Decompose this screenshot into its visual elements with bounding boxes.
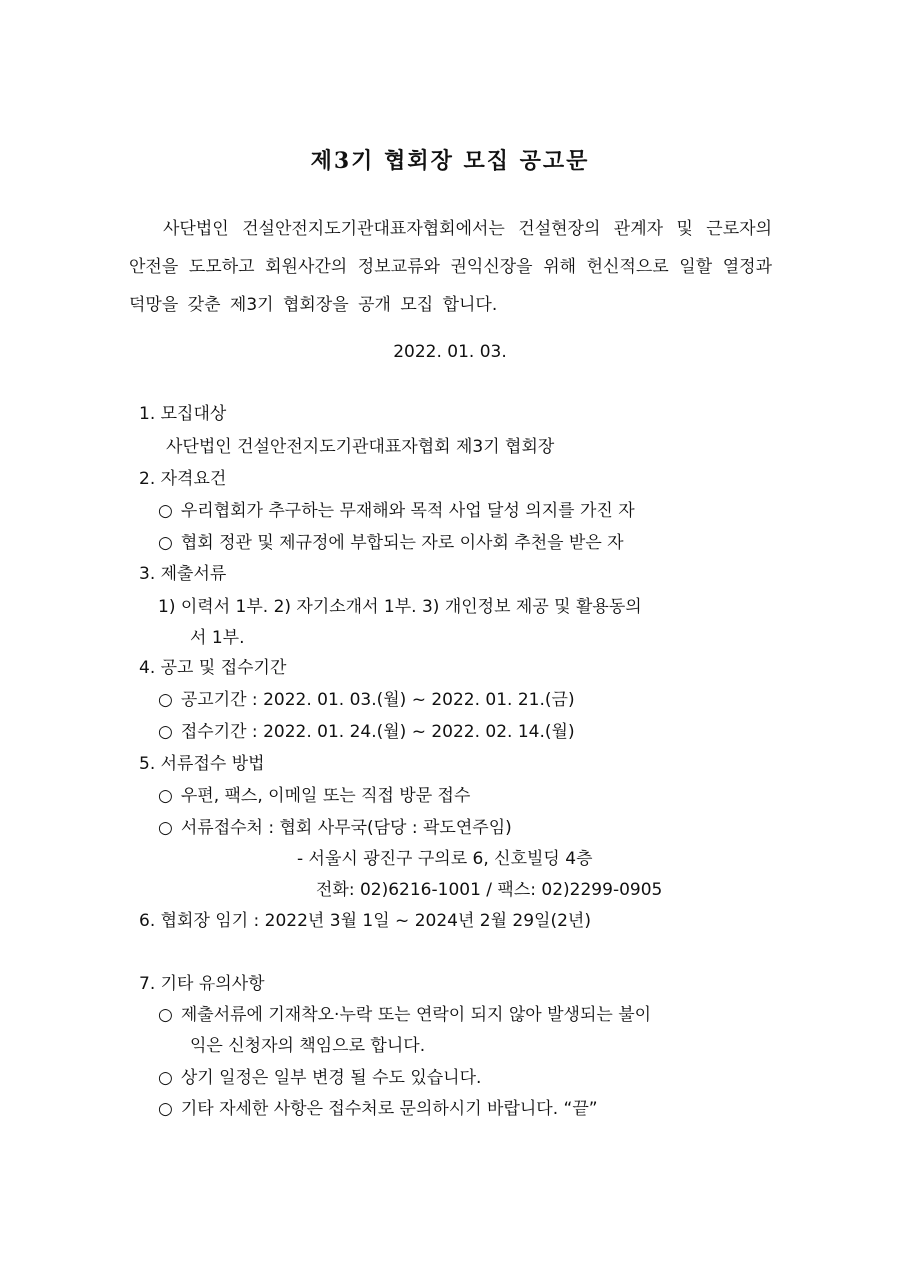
section-2-item <box>158 532 624 554</box>
section-2-item <box>158 500 635 522</box>
section-5-item <box>158 817 512 839</box>
section-7-item <box>158 1004 651 1026</box>
section-4-item <box>158 689 575 711</box>
circle-bullet-icon: ○ <box>158 786 173 806</box>
circle-bullet-icon: ○ <box>158 533 173 553</box>
section-1-heading: 1. 모집대상 <box>139 404 227 424</box>
section-3-heading: 3. 제출서류 <box>139 564 227 584</box>
circle-bullet-icon: ○ <box>158 501 173 521</box>
section-2-item-text: 협회 정관 및 제규정에 부합되는 자로 이사회 추천을 받은 자 <box>180 533 624 553</box>
section-4-item-text: 공고기간 : 2022. 01. 03.(월) ~ 2022. 01. 21.(금) <box>180 690 575 710</box>
intro-text: 사단법인 건설안전지도기관대표자협회에서는 건설현장의 관계자 및 근로자의 안전을 도모하고 회원사간의 정보교류와 권익신장을 위해 헌신적으로 일할 열정과 덕망을 갖춘 제3기 협회장을 공개 모집 합니다. <box>129 219 772 315</box>
circle-bullet-icon: ○ <box>158 722 173 742</box>
section-7-item <box>158 1067 481 1089</box>
section-3-line-1: 1) 이력서 1부. 2) 자기소개서 1부. 3) 개인정보 제공 및 활용동의 <box>158 597 642 617</box>
circle-bullet-icon: ○ <box>158 1005 173 1025</box>
section-5-item-text: 서류접수처 : 협회 사무국(담당 : 곽도연주임) <box>180 818 512 838</box>
notice-date: 2022. 01. 03. <box>393 342 507 362</box>
section-7-item <box>158 1098 598 1120</box>
section-2-heading: 2. 자격요건 <box>139 469 227 489</box>
section-4-heading: 4. 공고 및 접수기간 <box>139 658 287 678</box>
section-5-heading: 5. 서류접수 방법 <box>139 754 265 774</box>
section-4-item-text: 접수기간 : 2022. 01. 24.(월) ~ 2022. 02. 14.(월) <box>180 722 575 742</box>
section-7-item-continuation: 익은 신청자의 책임으로 합니다. <box>190 1036 426 1056</box>
section-7-item-text: 기타 자세한 사항은 접수처로 문의하시기 바랍니다. “끝” <box>180 1099 598 1119</box>
section-1-body: 사단법인 건설안전지도기관대표자협회 제3기 협회장 <box>166 437 555 457</box>
section-5-item-text: 우편, 팩스, 이메일 또는 직접 방문 접수 <box>180 786 471 806</box>
address-line: - 서울시 광진구 구의로 6, 신호빌딩 4층 <box>297 849 593 869</box>
page-title: 제3기 협회장 모집 공고문 <box>310 148 590 174</box>
section-3-line-2: 서 1부. <box>190 628 245 648</box>
circle-bullet-icon: ○ <box>158 1068 173 1088</box>
section-6-heading: 6. 협회장 임기 : 2022년 3월 1일 ~ 2024년 2월 29일(2년) <box>139 911 591 931</box>
section-4-item <box>158 721 575 743</box>
circle-bullet-icon: ○ <box>158 1099 173 1119</box>
circle-bullet-icon: ○ <box>158 818 173 838</box>
intro-paragraph <box>129 210 772 324</box>
contact-line: 전화: 02)6216-1001 / 팩스: 02)2299-0905 <box>316 880 663 900</box>
section-2-item-text: 우리협회가 추구하는 무재해와 목적 사업 달성 의지를 가진 자 <box>180 501 635 521</box>
section-7-item-text: 상기 일정은 일부 변경 될 수도 있습니다. <box>180 1068 482 1088</box>
section-5-item <box>158 785 470 807</box>
section-7-heading: 7. 기타 유의사항 <box>139 974 265 994</box>
circle-bullet-icon: ○ <box>158 690 173 710</box>
section-7-item-text: 제출서류에 기재착오·누락 또는 연락이 되지 않아 발생되는 불이 <box>180 1005 652 1025</box>
